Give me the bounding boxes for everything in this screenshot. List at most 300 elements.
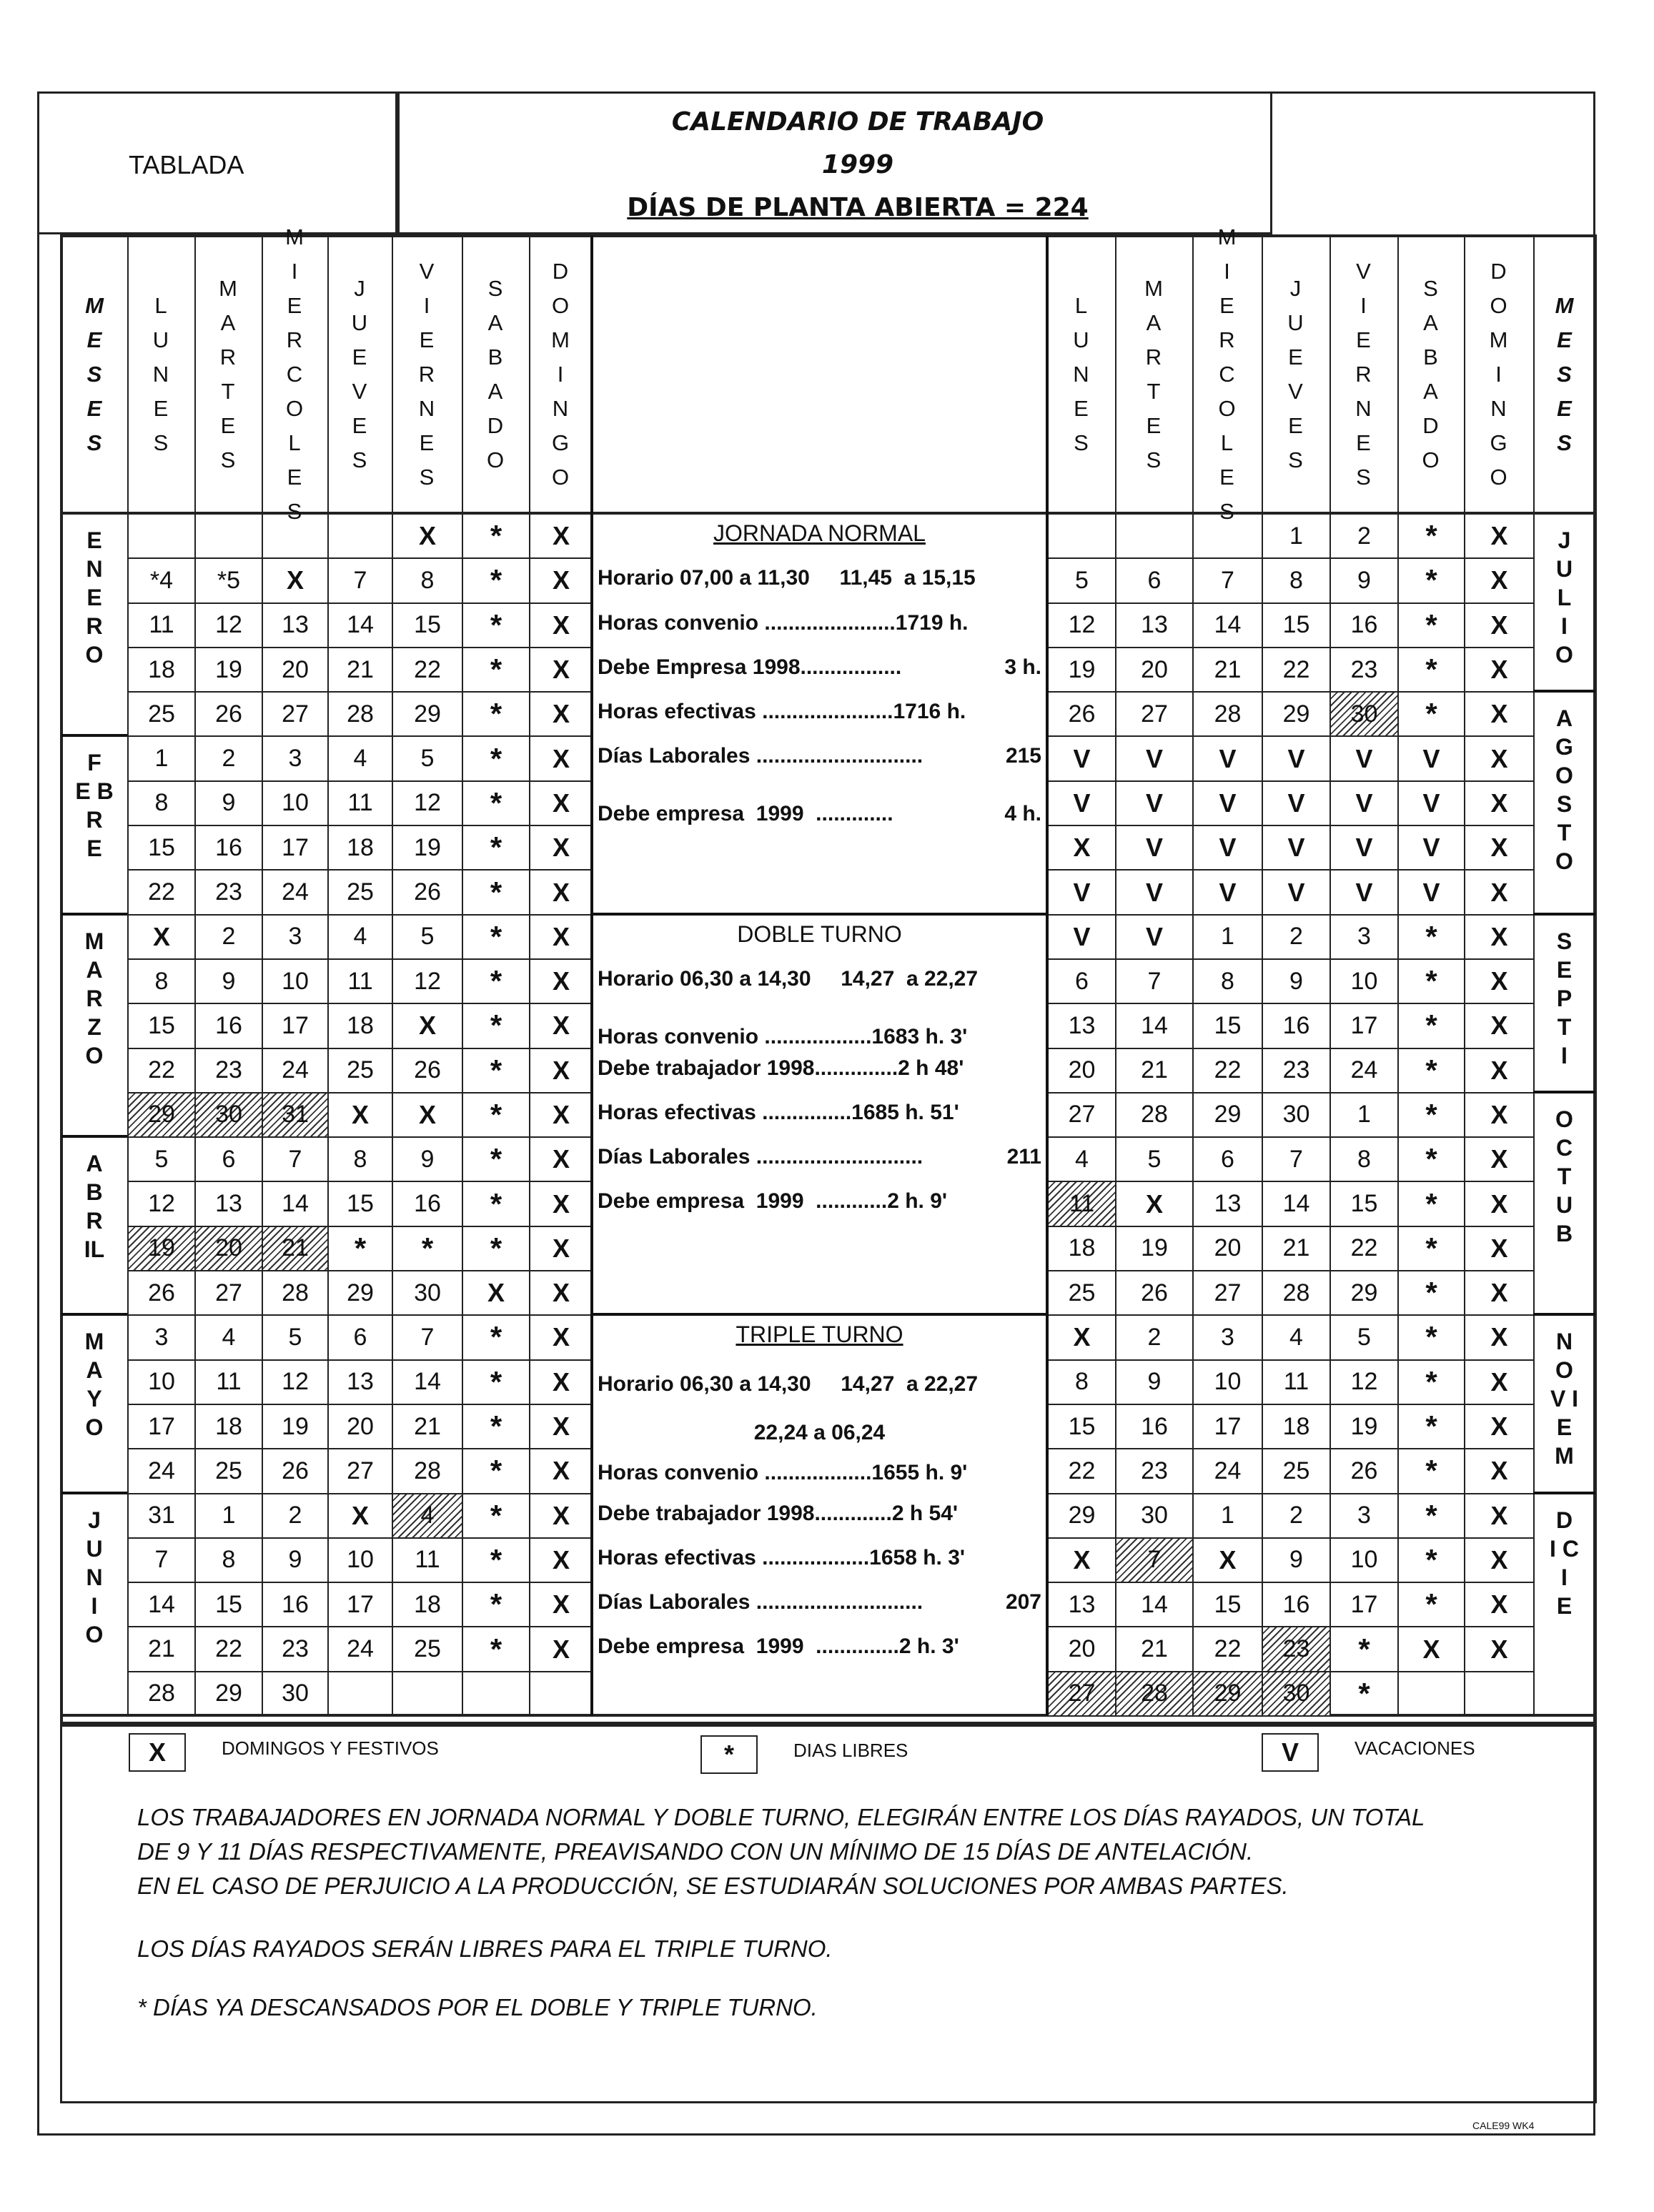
left-day-cell — [393, 1227, 462, 1270]
right-day-cell — [1465, 1361, 1533, 1404]
left-day-cell — [129, 1093, 194, 1136]
month-letter: T — [1557, 820, 1572, 846]
day-value: 2 — [1289, 1502, 1303, 1529]
day-value: X — [1490, 877, 1508, 907]
right-day-cell — [1116, 1539, 1192, 1582]
right-day-cell — [1194, 693, 1262, 735]
day-value: * — [490, 875, 502, 909]
row-line — [127, 1448, 592, 1449]
day-value: 3 — [154, 1323, 169, 1351]
left-day-cell — [463, 604, 529, 647]
day-value: V — [1073, 921, 1091, 951]
day-value: V — [1422, 833, 1440, 863]
day-value: * — [1425, 1097, 1437, 1131]
month-letter: I — [1561, 1042, 1568, 1068]
month-letter: M — [84, 1329, 104, 1355]
right-day-cell — [1331, 693, 1397, 735]
day-value: 9 — [288, 1546, 302, 1574]
right-day-cell — [1331, 737, 1397, 780]
day-value: 29 — [414, 700, 441, 728]
day-header-left: M I E R C O L E S — [285, 224, 304, 524]
left-day-cell — [393, 960, 462, 1003]
day-value: 7 — [1147, 1546, 1162, 1574]
right-day-cell — [1116, 648, 1192, 691]
day-value: X — [1490, 1412, 1508, 1442]
right-day-cell — [1194, 1004, 1262, 1047]
day-value: 18 — [414, 1590, 441, 1618]
day-value: 20 — [1068, 1056, 1096, 1084]
left-day-cell — [329, 604, 392, 647]
left-day-cell — [263, 960, 327, 1003]
day-value: X — [1422, 1634, 1440, 1664]
doble-turno-line — [598, 1056, 1041, 1081]
left-day-cell — [329, 1271, 392, 1314]
left-day-cell — [196, 916, 262, 958]
day-value: 12 — [215, 611, 242, 639]
day-header-right: S A B A D O — [1422, 276, 1440, 472]
day-value: X — [1490, 1500, 1508, 1530]
right-day-cell — [1116, 1049, 1192, 1092]
right-day-cell — [1263, 604, 1329, 647]
day-value: 19 — [215, 655, 242, 683]
day-header-left: V I E R N E S — [418, 259, 435, 490]
left-day-cell — [263, 648, 327, 691]
day-value: * — [1425, 653, 1437, 687]
day-value: 23 — [1282, 1635, 1310, 1663]
day-value: X — [1490, 1322, 1508, 1352]
day-value: X — [1073, 1544, 1091, 1574]
day-value: 8 — [222, 1546, 236, 1574]
day-value: 26 — [1350, 1457, 1378, 1484]
day-value: X — [1490, 921, 1508, 951]
right-day-cell — [1263, 515, 1329, 557]
day-value: 11 — [216, 1368, 242, 1396]
right-day-cell — [1399, 515, 1464, 557]
day-value: 25 — [1068, 1279, 1096, 1306]
day-value: X — [552, 1634, 570, 1664]
month-letter: E — [1556, 1414, 1573, 1441]
month-letter: G — [1555, 734, 1573, 760]
day-value: V — [1422, 877, 1440, 907]
left-day-cell — [329, 1049, 392, 1092]
row-line — [1047, 780, 1533, 782]
row-line — [127, 1626, 592, 1627]
right-day-cell — [1194, 1227, 1262, 1270]
right-day-cell — [1465, 1182, 1533, 1225]
day-value: * — [490, 607, 502, 642]
day-value: 27 — [215, 1279, 242, 1306]
left-day-cell — [263, 1316, 327, 1359]
info-text: Debe Empresa 1998................. — [598, 655, 902, 679]
day-value: 9 — [1357, 566, 1371, 594]
right-day-cell — [1263, 1405, 1329, 1448]
day-value: 15 — [1068, 1412, 1096, 1440]
right-day-cell — [1194, 1494, 1262, 1537]
day-value: V — [1145, 743, 1163, 773]
day-value: * — [490, 1053, 502, 1087]
right-day-cell — [1116, 1182, 1192, 1225]
document-title: CALENDARIO DE TRABAJO — [671, 107, 1044, 137]
day-value: 10 — [148, 1368, 175, 1396]
row-line — [127, 1226, 592, 1227]
month-divider — [1533, 1091, 1595, 1093]
right-day-cell — [1116, 515, 1192, 557]
left-day-cell — [393, 1627, 462, 1670]
month-divider — [61, 1492, 127, 1494]
day-value: 2 — [222, 923, 236, 951]
day-value: 16 — [1350, 611, 1378, 639]
left-day-cell — [393, 604, 462, 647]
right-day-cell — [1194, 1271, 1262, 1314]
right-day-cell — [1049, 1449, 1115, 1492]
day-value: 19 — [1350, 1412, 1378, 1440]
triple-turno-line — [598, 1635, 1041, 1659]
row-line — [1047, 602, 1533, 604]
day-value: X — [1490, 610, 1508, 640]
month-letter: V I — [1550, 1386, 1579, 1412]
row-line — [127, 1181, 592, 1182]
left-grid-end — [590, 236, 593, 1715]
day-value: *5 — [217, 566, 241, 594]
note-line-2: DE 9 Y 11 DÍAS RESPECTIVAMENTE, PREAVISANDO CON UN MÍNIMO DE 15 DÍAS DE ANTELACIÓN. — [137, 1838, 1254, 1865]
day-value: 28 — [1141, 1680, 1168, 1707]
month-letter: E — [86, 527, 102, 553]
left-day-cell — [393, 1093, 462, 1136]
right-day-cell — [1263, 960, 1329, 1003]
day-value: 22 — [148, 1056, 175, 1084]
right-day-cell — [1465, 515, 1533, 557]
right-day-cell — [1465, 1138, 1533, 1181]
left-day-cell — [463, 1494, 529, 1537]
day-value: 2 — [1147, 1323, 1162, 1351]
month-letter: O — [1555, 848, 1573, 875]
left-day-cell — [530, 1627, 592, 1670]
right-day-cell — [1465, 1405, 1533, 1448]
right-day-cell — [1263, 1138, 1329, 1181]
day-value: V — [1145, 877, 1163, 907]
right-day-cell — [1263, 1004, 1329, 1047]
day-value: V — [1073, 877, 1091, 907]
right-day-cell — [1399, 782, 1464, 825]
day-value: 9 — [222, 967, 236, 995]
month-letter: A — [86, 956, 103, 983]
day-value: 7 — [288, 1145, 302, 1173]
left-day-cell — [329, 960, 392, 1003]
day-value: 10 — [1350, 967, 1378, 995]
row-line — [127, 958, 592, 960]
right-day-cell — [1331, 960, 1397, 1003]
info-value: 215 — [1005, 744, 1041, 768]
day-value: V — [1355, 743, 1373, 773]
legend-label: VACACIONES — [1355, 1737, 1475, 1759]
day-value: * — [490, 741, 502, 775]
left-day-cell — [129, 1583, 194, 1626]
right-day-cell — [1049, 871, 1115, 913]
day-value: X — [1490, 1544, 1508, 1574]
triple-turno-line — [598, 1546, 1041, 1570]
day-value: 13 — [1068, 1011, 1096, 1039]
right-day-cell — [1049, 782, 1115, 825]
right-day-cell — [1263, 1494, 1329, 1537]
day-value: 23 — [1282, 1056, 1310, 1084]
day-value: 18 — [215, 1412, 242, 1440]
day-value: X — [152, 921, 170, 951]
day-value: 1 — [1221, 923, 1234, 951]
left-day-cell — [196, 1494, 262, 1537]
right-day-cell — [1331, 1405, 1397, 1448]
day-value: 18 — [1068, 1234, 1096, 1262]
left-day-cell — [329, 1583, 392, 1626]
left-day-cell — [129, 648, 194, 691]
day-value: V — [1287, 788, 1305, 818]
day-value: * — [1358, 1676, 1370, 1710]
day-value: 10 — [1350, 1546, 1378, 1574]
left-day-cell — [263, 559, 327, 602]
month-letter: E B — [75, 778, 114, 805]
day-value: X — [1490, 655, 1508, 685]
day-value: 9 — [1147, 1368, 1162, 1396]
month-letter: O — [85, 1621, 104, 1647]
legend-symbol-box: * — [700, 1735, 758, 1774]
right-day-cell — [1116, 871, 1192, 913]
left-day-cell — [129, 1627, 194, 1670]
day-value: X — [552, 788, 570, 818]
day-value: 22 — [1068, 1457, 1096, 1484]
row-line — [127, 1537, 592, 1539]
day-value: X — [1145, 1189, 1163, 1219]
info-text: Debe trabajador 1998..............2 h 48' — [598, 1056, 964, 1080]
right-month-label — [1533, 927, 1595, 1092]
doble-turno-line — [598, 1101, 1041, 1125]
day-header-left: M A R T E S — [219, 276, 237, 472]
day-value: 4 — [353, 923, 367, 951]
day-value: 26 — [282, 1457, 309, 1484]
day-value: 25 — [215, 1457, 242, 1484]
right-day-cell — [1263, 1361, 1329, 1404]
center-divider-1 — [593, 913, 1046, 916]
month-letter: E — [1556, 956, 1573, 983]
day-value: 2 — [1357, 522, 1371, 550]
day-value: V — [1422, 788, 1440, 818]
left-day-cell — [463, 1672, 529, 1715]
day-value: X — [552, 833, 570, 863]
left-day-cell — [196, 1227, 262, 1270]
day-value: 13 — [282, 611, 309, 639]
day-value: 6 — [1075, 967, 1089, 995]
day-value: 21 — [1214, 655, 1242, 683]
day-value: 17 — [1350, 1011, 1378, 1039]
right-day-cell — [1331, 1361, 1397, 1404]
day-value: 25 — [347, 878, 374, 906]
right-day-cell — [1194, 559, 1262, 602]
day-value: 11 — [347, 789, 373, 817]
jornada-normal-line — [598, 611, 1041, 635]
day-value: 25 — [148, 700, 175, 728]
right-day-cell — [1399, 1138, 1464, 1181]
day-header-left: J U E V E S — [351, 276, 368, 472]
day-value: 11 — [1283, 1368, 1309, 1396]
right-day-cell — [1399, 916, 1464, 958]
day-value: 10 — [282, 967, 309, 995]
day-header-left: L U N E S — [152, 293, 169, 455]
day-value: 18 — [347, 1011, 374, 1039]
row-line — [1047, 1226, 1533, 1227]
jornada-normal-line — [598, 802, 1041, 826]
day-value: 20 — [1141, 655, 1168, 683]
left-day-cell — [196, 871, 262, 913]
right-day-cell — [1049, 515, 1115, 557]
day-value: V — [1219, 788, 1237, 818]
left-day-cell — [129, 871, 194, 913]
day-value: 12 — [414, 967, 441, 995]
day-value: X — [552, 1189, 570, 1219]
day-value: X — [552, 1412, 570, 1442]
right-month-label — [1533, 1327, 1595, 1492]
day-value: 19 — [414, 833, 441, 861]
month-letter: F — [87, 750, 101, 776]
month-letter: N — [86, 556, 103, 582]
day-value: 5 — [1075, 566, 1089, 594]
right-day-cell — [1331, 1627, 1397, 1670]
left-day-cell — [530, 1361, 592, 1404]
day-value: 23 — [215, 878, 242, 906]
right-day-cell — [1399, 1361, 1464, 1404]
left-day-cell — [129, 1182, 194, 1225]
right-day-cell — [1263, 1227, 1329, 1270]
day-value: 8 — [353, 1145, 367, 1173]
left-day-cell — [463, 871, 529, 913]
day-value: 1 — [1357, 1101, 1371, 1129]
right-day-cell — [1194, 604, 1262, 647]
triple-turno-title: TRIPLE TURNO — [736, 1321, 903, 1348]
left-day-cell — [393, 1405, 462, 1448]
info-value: 211 — [1006, 1145, 1041, 1169]
day-value: 26 — [414, 878, 441, 906]
day-value: * — [1425, 1142, 1437, 1176]
day-value: 6 — [353, 1323, 367, 1351]
day-value: 28 — [1141, 1101, 1168, 1129]
right-day-cell — [1194, 1049, 1262, 1092]
day-value: * — [490, 1142, 502, 1176]
day-value: 1 — [1289, 522, 1303, 550]
right-day-cell — [1194, 782, 1262, 825]
left-day-cell — [196, 1271, 262, 1314]
day-value: 12 — [282, 1368, 309, 1396]
day-value: 11 — [1069, 1190, 1095, 1218]
left-day-cell — [463, 1271, 529, 1314]
day-value: X — [1490, 1634, 1508, 1664]
left-day-cell — [393, 1449, 462, 1492]
day-value: 4 — [1289, 1323, 1303, 1351]
day-value: * — [1425, 1454, 1437, 1488]
day-header-right: M A R T E S — [1144, 276, 1163, 472]
day-value: 15 — [414, 611, 441, 639]
left-day-cell — [263, 1583, 327, 1626]
day-value: 9 — [1289, 967, 1303, 995]
row-line — [127, 1359, 592, 1361]
right-day-cell — [1116, 737, 1192, 780]
day-value: * — [490, 1231, 502, 1265]
left-day-cell — [530, 604, 592, 647]
day-value: 13 — [1068, 1590, 1096, 1618]
left-day-cell — [129, 1271, 194, 1314]
right-day-cell — [1331, 826, 1397, 869]
day-value: 24 — [282, 878, 309, 906]
day-value: X — [1073, 1322, 1091, 1352]
day-header-left: S A B A D O — [486, 276, 505, 472]
right-day-cell — [1116, 960, 1192, 1003]
left-month-label — [61, 748, 127, 913]
right-day-cell — [1331, 1449, 1397, 1492]
day-value: 1 — [1221, 1502, 1234, 1529]
day-value: * — [1425, 607, 1437, 642]
day-value: X — [552, 699, 570, 729]
right-day-cell — [1331, 1672, 1397, 1715]
left-day-cell — [196, 1049, 262, 1092]
row-line — [1047, 1493, 1533, 1494]
day-value: * — [490, 1409, 502, 1444]
day-header-left: D O M I N G O — [551, 259, 570, 490]
day-value: 15 — [347, 1190, 374, 1218]
day-value: 26 — [215, 700, 242, 728]
right-day-cell — [1049, 604, 1115, 647]
row-line — [1047, 1003, 1533, 1004]
right-day-cell — [1116, 559, 1192, 602]
row-line — [127, 1048, 592, 1049]
left-day-cell — [530, 1316, 592, 1359]
day-value: 24 — [282, 1056, 309, 1084]
left-day-cell — [463, 1093, 529, 1136]
left-day-cell — [530, 960, 592, 1003]
right-day-cell — [1049, 1316, 1115, 1359]
row-line — [127, 647, 592, 648]
right-day-cell — [1331, 1539, 1397, 1582]
day-value: 28 — [1214, 700, 1242, 728]
left-day-cell — [196, 648, 262, 691]
right-day-cell — [1116, 1093, 1192, 1136]
day-value: 21 — [347, 655, 374, 683]
day-value: 16 — [282, 1590, 309, 1618]
left-day-cell — [129, 1049, 194, 1092]
day-value: 13 — [347, 1368, 374, 1396]
day-value: 10 — [347, 1546, 374, 1574]
right-day-cell — [1399, 1672, 1464, 1715]
row-line — [1047, 1136, 1533, 1138]
day-value: 26 — [1141, 1279, 1168, 1306]
day-value: 8 — [154, 789, 169, 817]
day-value: 6 — [1147, 566, 1162, 594]
right-day-cell — [1049, 1138, 1115, 1181]
row-line — [127, 1003, 592, 1004]
left-day-cell — [393, 782, 462, 825]
day-value: X — [552, 877, 570, 907]
day-value: 8 — [1357, 1145, 1371, 1173]
month-letter: J — [1558, 527, 1571, 553]
left-day-cell — [329, 1494, 392, 1537]
triple-turno-line — [598, 1590, 1041, 1615]
info-text: Horas efectivas ..................1658 h. 3' — [598, 1545, 966, 1569]
day-value: V — [1145, 833, 1163, 863]
info-text: Días Laborales ............................ — [598, 1590, 923, 1615]
right-day-cell — [1399, 1405, 1464, 1448]
day-value: 28 — [282, 1279, 309, 1306]
triple-turno-line — [598, 1461, 1041, 1485]
left-month-label — [61, 1506, 127, 1715]
left-day-cell — [129, 559, 194, 602]
day-value: 8 — [1221, 967, 1234, 995]
left-day-cell — [263, 693, 327, 735]
day-value: 11 — [415, 1546, 440, 1574]
